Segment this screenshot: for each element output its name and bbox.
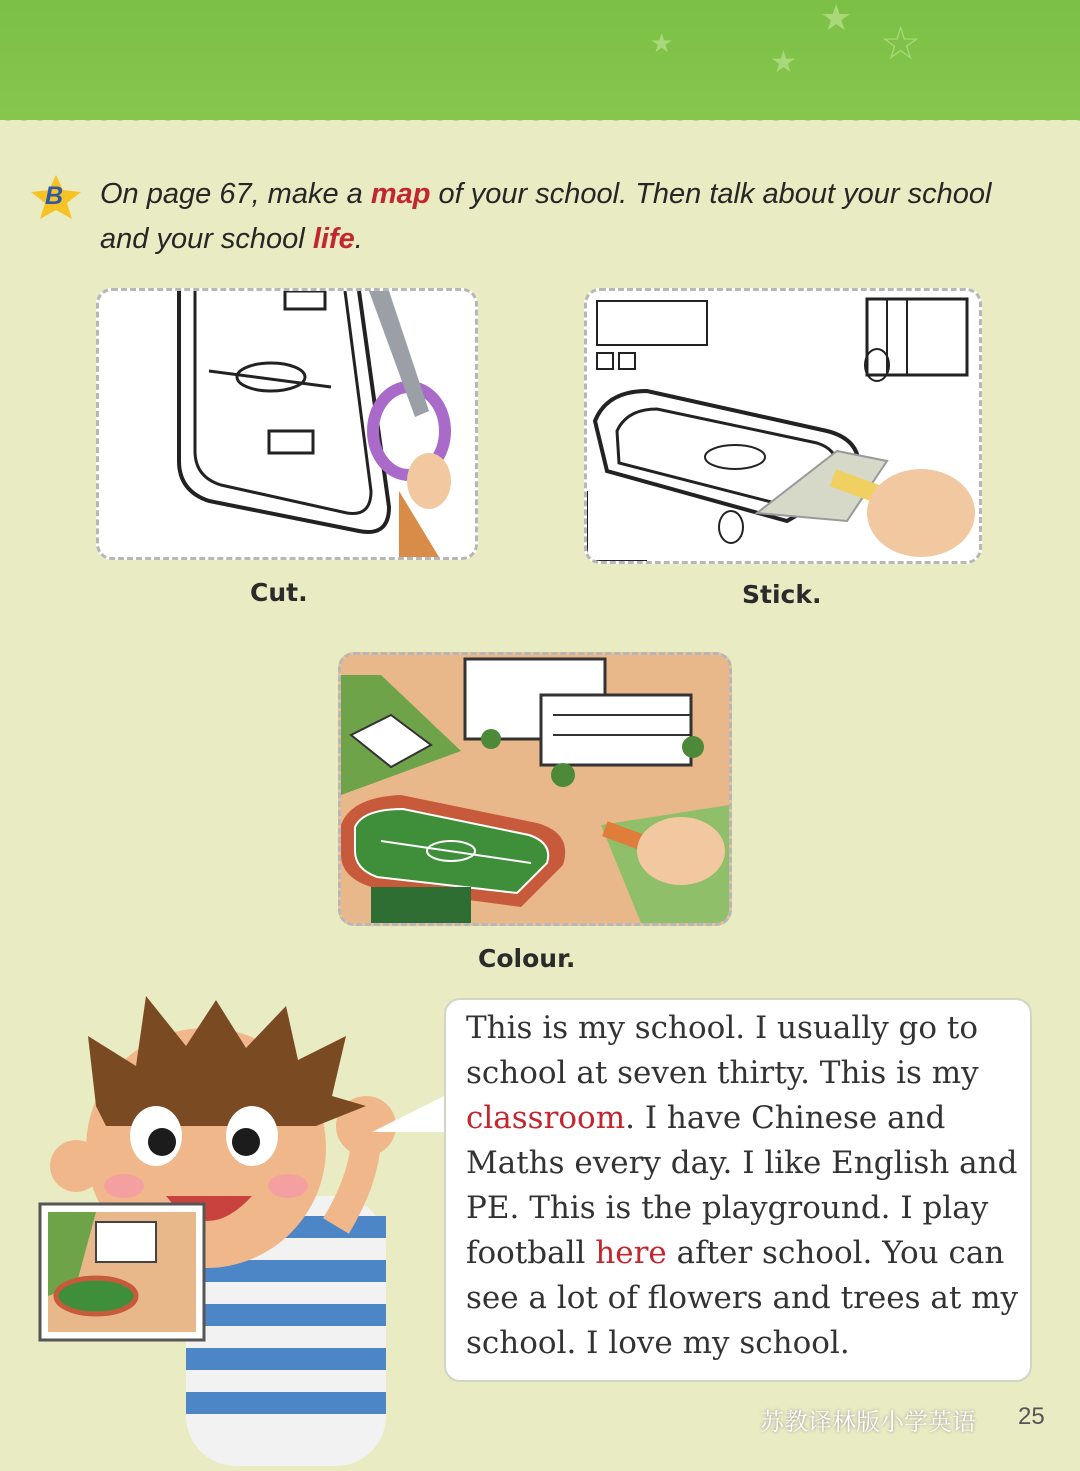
speech-segment: . I have Chinese and Maths every day. I like English and PE. This is the playground. I play football [466,1100,1018,1271]
page-number: 25 [1018,1403,1045,1430]
step-cut-image [96,288,478,560]
speech-segment: after school. You can see a lot of flowers and trees at my school. I love my school. [466,1235,1019,1361]
star-decoration-icon: ☆ [880,17,922,69]
keyword-here: here [595,1235,667,1271]
step-caption-colour: Colour. [478,944,576,973]
instruction-text: . [354,223,363,255]
star-decoration-icon: ★ [650,28,674,58]
boy-character-illustration [36,996,426,1466]
instruction-text: of your school. Then talk about your school and your school [100,178,992,255]
instruction-text: On page 67, make a [100,178,371,210]
speech-text [466,1006,1026,1366]
speech-bubble-tail [372,1092,452,1138]
exercise-badge [28,174,84,220]
keyword-map: map [370,178,431,210]
keyword-life: life [312,223,355,255]
step-stick-image [584,288,982,564]
top-green-band [0,0,1080,120]
star-decoration-icon: ★ [770,46,797,79]
star-decoration-icon: ★ [820,0,853,38]
step-caption-stick: Stick. [742,580,822,609]
speech-segment: This is my school. I usually go to school at seven thirty. This is my [466,1010,979,1091]
step-colour-image [338,652,732,926]
keyword-classroom: classroom [466,1100,626,1136]
badge-letter: B [45,182,64,210]
exercise-instruction [100,172,1000,262]
watermark-text: 苏教译林版小学英语 [760,1408,976,1436]
step-caption-cut: Cut. [250,578,308,607]
